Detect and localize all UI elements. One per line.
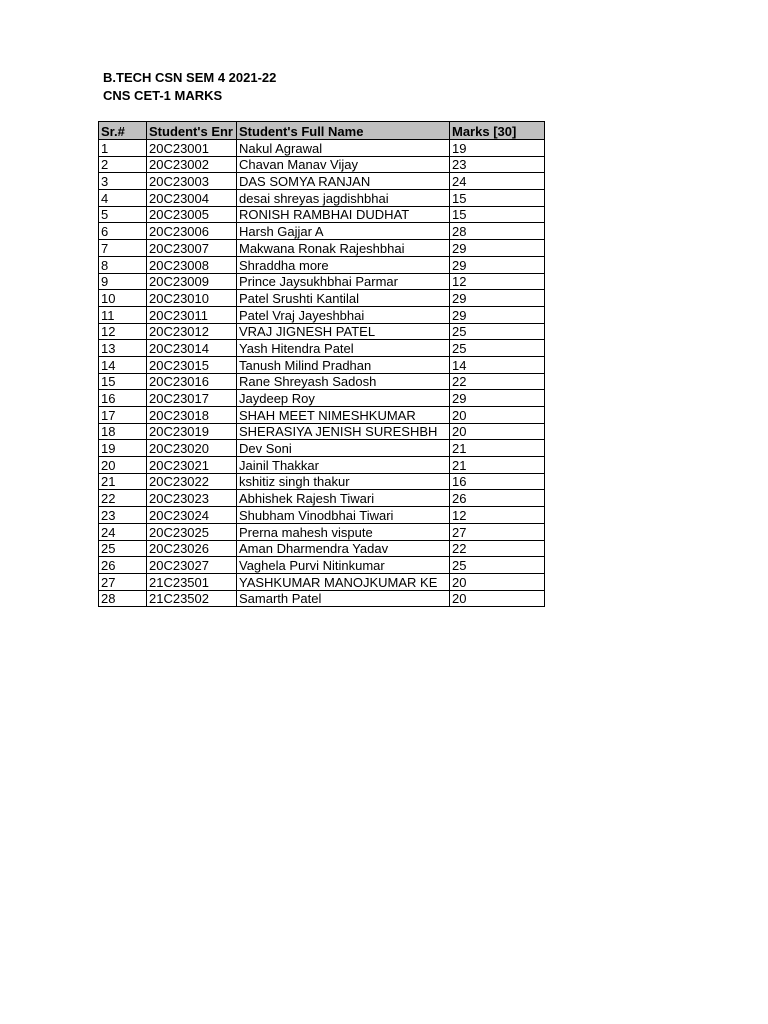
cell-full-name: kshitiz singh thakur: [237, 473, 450, 490]
cell-marks: 21: [450, 440, 545, 457]
cell-enrollment: 20C23015: [147, 356, 237, 373]
cell-full-name: Shubham Vinodbhai Tiwari: [237, 507, 450, 524]
cell-full-name: Jainil Thakkar: [237, 457, 450, 474]
cell-sr-number: 26: [99, 557, 147, 574]
column-header-sr: Sr.#: [99, 122, 147, 140]
column-header-enrollment: Student's Enr: [147, 122, 237, 140]
marks-table: [98, 121, 545, 607]
cell-enrollment: 20C23026: [147, 540, 237, 557]
cell-full-name: RONISH RAMBHAI DUDHAT: [237, 206, 450, 223]
cell-enrollment: 20C23025: [147, 523, 237, 540]
column-header-marks: Marks [30]: [450, 122, 545, 140]
cell-marks: 15: [450, 206, 545, 223]
title-line-exam: CNS CET-1 MARKS: [103, 88, 223, 103]
table-row: [99, 457, 545, 474]
cell-sr-number: 20: [99, 457, 147, 474]
document-title: [103, 69, 276, 105]
table-row: [99, 223, 545, 240]
cell-marks: 20: [450, 590, 545, 607]
cell-enrollment: 20C23027: [147, 557, 237, 574]
table-row: [99, 473, 545, 490]
cell-sr-number: 5: [99, 206, 147, 223]
cell-enrollment: 20C23006: [147, 223, 237, 240]
cell-full-name: Chavan Manav Vijay: [237, 156, 450, 173]
cell-enrollment: 20C23024: [147, 507, 237, 524]
cell-marks: 27: [450, 523, 545, 540]
cell-full-name: Aman Dharmendra Yadav: [237, 540, 450, 557]
cell-sr-number: 7: [99, 240, 147, 257]
cell-sr-number: 21: [99, 473, 147, 490]
table-row: [99, 440, 545, 457]
table-row: [99, 156, 545, 173]
cell-marks: 15: [450, 190, 545, 207]
cell-sr-number: 17: [99, 407, 147, 424]
table-row: [99, 540, 545, 557]
cell-marks: 29: [450, 256, 545, 273]
cell-marks: 14: [450, 356, 545, 373]
cell-sr-number: 23: [99, 507, 147, 524]
cell-marks: 22: [450, 373, 545, 390]
table-row: [99, 256, 545, 273]
cell-sr-number: 19: [99, 440, 147, 457]
cell-enrollment: 20C23007: [147, 240, 237, 257]
table-row: [99, 306, 545, 323]
cell-enrollment: 20C23003: [147, 173, 237, 190]
cell-full-name: Rane Shreyash Sadosh: [237, 373, 450, 390]
table-row: [99, 507, 545, 524]
cell-marks: 25: [450, 340, 545, 357]
cell-enrollment: 20C23011: [147, 306, 237, 323]
cell-sr-number: 15: [99, 373, 147, 390]
table-row: [99, 573, 545, 590]
cell-enrollment: 20C23001: [147, 140, 237, 157]
cell-enrollment: 20C23010: [147, 290, 237, 307]
cell-enrollment: 20C23018: [147, 407, 237, 424]
cell-sr-number: 1: [99, 140, 147, 157]
cell-sr-number: 9: [99, 273, 147, 290]
cell-marks: 26: [450, 490, 545, 507]
cell-sr-number: 25: [99, 540, 147, 557]
cell-marks: 29: [450, 390, 545, 407]
cell-full-name: Tanush Milind Pradhan: [237, 356, 450, 373]
cell-marks: 22: [450, 540, 545, 557]
table-row: [99, 490, 545, 507]
column-header-full-name: Student's Full Name: [237, 122, 450, 140]
table-row: [99, 140, 545, 157]
table-row: [99, 323, 545, 340]
cell-sr-number: 24: [99, 523, 147, 540]
cell-marks: 23: [450, 156, 545, 173]
cell-marks: 29: [450, 306, 545, 323]
cell-marks: 12: [450, 507, 545, 524]
cell-marks: 29: [450, 240, 545, 257]
table-row: [99, 206, 545, 223]
cell-full-name: Jaydeep Roy: [237, 390, 450, 407]
cell-marks: 21: [450, 457, 545, 474]
cell-sr-number: 18: [99, 423, 147, 440]
cell-marks: 20: [450, 423, 545, 440]
cell-sr-number: 12: [99, 323, 147, 340]
cell-full-name: Prerna mahesh vispute: [237, 523, 450, 540]
table-header-row: [99, 122, 545, 140]
cell-enrollment: 21C23501: [147, 573, 237, 590]
cell-marks: 29: [450, 290, 545, 307]
table-row: [99, 373, 545, 390]
cell-marks: 25: [450, 323, 545, 340]
cell-full-name: Nakul Agrawal: [237, 140, 450, 157]
cell-enrollment: 20C23005: [147, 206, 237, 223]
table-row: [99, 590, 545, 607]
table-row: [99, 390, 545, 407]
cell-full-name: YASHKUMAR MANOJKUMAR KE: [237, 573, 450, 590]
cell-full-name: Yash Hitendra Patel: [237, 340, 450, 357]
cell-enrollment: 20C23020: [147, 440, 237, 457]
cell-marks: 19: [450, 140, 545, 157]
cell-full-name: desai shreyas jagdishbhai: [237, 190, 450, 207]
table-body: [99, 140, 545, 607]
cell-full-name: Prince Jaysukhbhai Parmar: [237, 273, 450, 290]
cell-full-name: Patel Vraj Jayeshbhai: [237, 306, 450, 323]
table-row: [99, 423, 545, 440]
cell-full-name: Shraddha more: [237, 256, 450, 273]
cell-sr-number: 27: [99, 573, 147, 590]
cell-full-name: Vaghela Purvi Nitinkumar: [237, 557, 450, 574]
cell-enrollment: 20C23019: [147, 423, 237, 440]
cell-sr-number: 3: [99, 173, 147, 190]
cell-enrollment: 20C23023: [147, 490, 237, 507]
table-row: [99, 173, 545, 190]
cell-sr-number: 4: [99, 190, 147, 207]
cell-marks: 28: [450, 223, 545, 240]
cell-enrollment: 20C23017: [147, 390, 237, 407]
cell-marks: 20: [450, 407, 545, 424]
table-row: [99, 273, 545, 290]
cell-enrollment: 20C23021: [147, 457, 237, 474]
cell-sr-number: 22: [99, 490, 147, 507]
cell-full-name: Samarth Patel: [237, 590, 450, 607]
cell-full-name: SHAH MEET NIMESHKUMAR: [237, 407, 450, 424]
table-row: [99, 523, 545, 540]
table-row: [99, 240, 545, 257]
cell-enrollment: 20C23014: [147, 340, 237, 357]
table-row: [99, 290, 545, 307]
cell-full-name: SHERASIYA JENISH SURESHBH: [237, 423, 450, 440]
cell-sr-number: 2: [99, 156, 147, 173]
cell-marks: 12: [450, 273, 545, 290]
cell-enrollment: 21C23502: [147, 590, 237, 607]
cell-sr-number: 14: [99, 356, 147, 373]
table-row: [99, 356, 545, 373]
cell-full-name: Harsh Gajjar A: [237, 223, 450, 240]
cell-marks: 20: [450, 573, 545, 590]
cell-enrollment: 20C23016: [147, 373, 237, 390]
cell-full-name: DAS SOMYA RANJAN: [237, 173, 450, 190]
cell-enrollment: 20C23002: [147, 156, 237, 173]
cell-full-name: Abhishek Rajesh Tiwari: [237, 490, 450, 507]
title-line-course: B.TECH CSN SEM 4 2021-22: [103, 70, 277, 85]
cell-sr-number: 16: [99, 390, 147, 407]
table-row: [99, 190, 545, 207]
cell-marks: 16: [450, 473, 545, 490]
cell-full-name: Dev Soni: [237, 440, 450, 457]
cell-marks: 24: [450, 173, 545, 190]
cell-enrollment: 20C23009: [147, 273, 237, 290]
cell-sr-number: 10: [99, 290, 147, 307]
cell-marks: 25: [450, 557, 545, 574]
cell-enrollment: 20C23022: [147, 473, 237, 490]
cell-sr-number: 13: [99, 340, 147, 357]
cell-full-name: VRAJ JIGNESH PATEL: [237, 323, 450, 340]
cell-sr-number: 28: [99, 590, 147, 607]
cell-enrollment: 20C23012: [147, 323, 237, 340]
cell-enrollment: 20C23004: [147, 190, 237, 207]
cell-enrollment: 20C23008: [147, 256, 237, 273]
table-row: [99, 340, 545, 357]
cell-full-name: Makwana Ronak Rajeshbhai: [237, 240, 450, 257]
cell-sr-number: 8: [99, 256, 147, 273]
table-row: [99, 557, 545, 574]
cell-full-name: Patel Srushti Kantilal: [237, 290, 450, 307]
cell-sr-number: 6: [99, 223, 147, 240]
cell-sr-number: 11: [99, 306, 147, 323]
table-row: [99, 407, 545, 424]
